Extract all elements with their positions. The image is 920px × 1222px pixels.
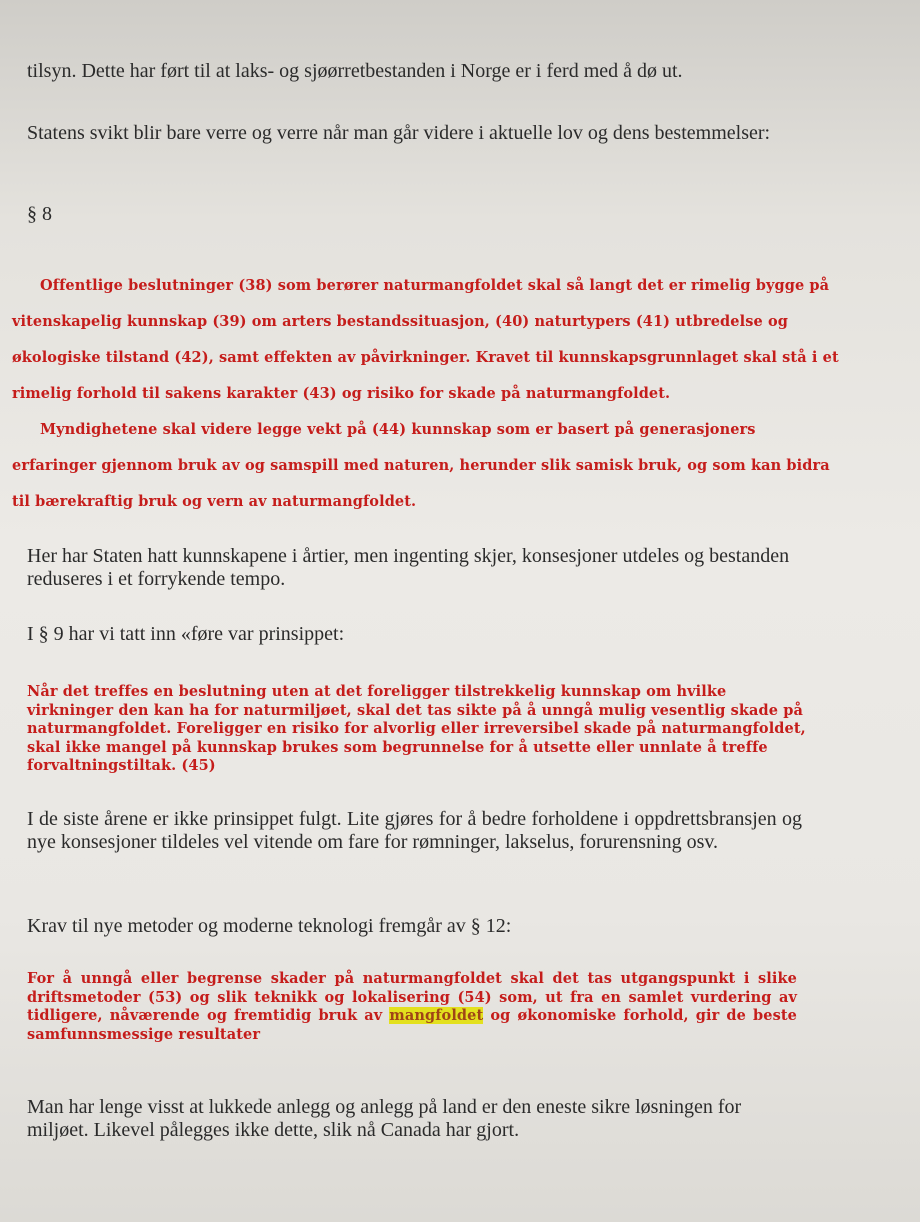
section-12-intro: Krav til nye metoder og moderne teknologi fremgår av § 12:	[27, 915, 512, 937]
highlighted-word: mangfoldet	[389, 1007, 484, 1024]
section-9-intro: I § 9 har vi tatt inn «føre var prinsippet:	[27, 623, 345, 645]
section-8-quote-paragraph-1: Offentlige beslutninger (38) som berører naturmangfoldet skal så langt det er rimelig bygge på vitenskapelig kunnskap (39) om arters bestandssituasjon, (40) naturtypers (41) utbredelse og økologiske tilstand (42), samt effekten av påvirkninger. Kravet til kunnskapsgrunnlaget skal stå i et rimelig forhold til sakens karakter (43) og risiko for skade på naturmangfoldet.	[12, 277, 839, 402]
section-9-quote: Når det treffes en beslutning uten at det foreligger tilstrekkelig kunnskap om hvilke virkninger den kan ha for naturmiljøet, skal det tas sikte på å unngå mulig vesentlig skade på naturmangfoldet. Foreligger en risiko for alvorlig eller irreversibel skade på naturmangfoldet, skal ikke mangel på kunnskap brukes som begrunnelse for å utsette eller unnlate å treffe forvaltningstiltak. (45)	[27, 683, 806, 774]
comment-paragraph-2: I de siste årene er ikke prinsippet fulgt. Lite gjøres for å bedre forholdene i oppdrettsbransjen og nye konsesjoner tildeles vel vitende om fare for rømninger, lakselus, forurensning osv.	[27, 808, 802, 853]
state-failure-paragraph: Statens svikt blir bare verre og verre når man går videre i aktuelle lov og dens bestemmelser:	[27, 122, 771, 144]
section-12-quote-text: For å unngå eller begrense skader på naturmangfoldet skal det tas utgangspunkt i slike driftsmetoder (53) og slik teknikk og lokalisering (54) som, ut fra en samlet vurdering av tidligere, nåværende og fremtidig bruk av	[27, 970, 797, 1024]
closing-paragraph: Man har lenge visst at lukkede anlegg og anlegg på land er den eneste sikre løsningen for miljøet. Likevel pålegges ikke dette, slik nå Canada har gjort.	[27, 1096, 742, 1141]
section-12-quote	[27, 970, 797, 1044]
section-12-quote-text-end: og økonomiske forhold, gir de beste samfunnsmessige resultater	[27, 1007, 797, 1043]
section-8-quote	[12, 268, 842, 520]
intro-paragraph: tilsyn. Dette har ført til at laks- og sjøørretbestanden i Norge er i ferd med å dø ut.	[27, 60, 683, 82]
comment-paragraph-1: Her har Staten hatt kunnskapene i årtier, men ingenting skjer, konsesjoner utdeles og bestanden reduseres i et forrykende tempo.	[27, 545, 790, 590]
section-8-heading: § 8	[27, 203, 52, 225]
section-8-quote-paragraph-2: Myndighetene skal videre legge vekt på (44) kunnskap som er basert på generasjoners erfaringer gjennom bruk av og samspill med naturen, herunder slik samisk bruk, og som kan bidra til bærekraftig bruk og vern av naturmangfoldet.	[12, 421, 830, 510]
